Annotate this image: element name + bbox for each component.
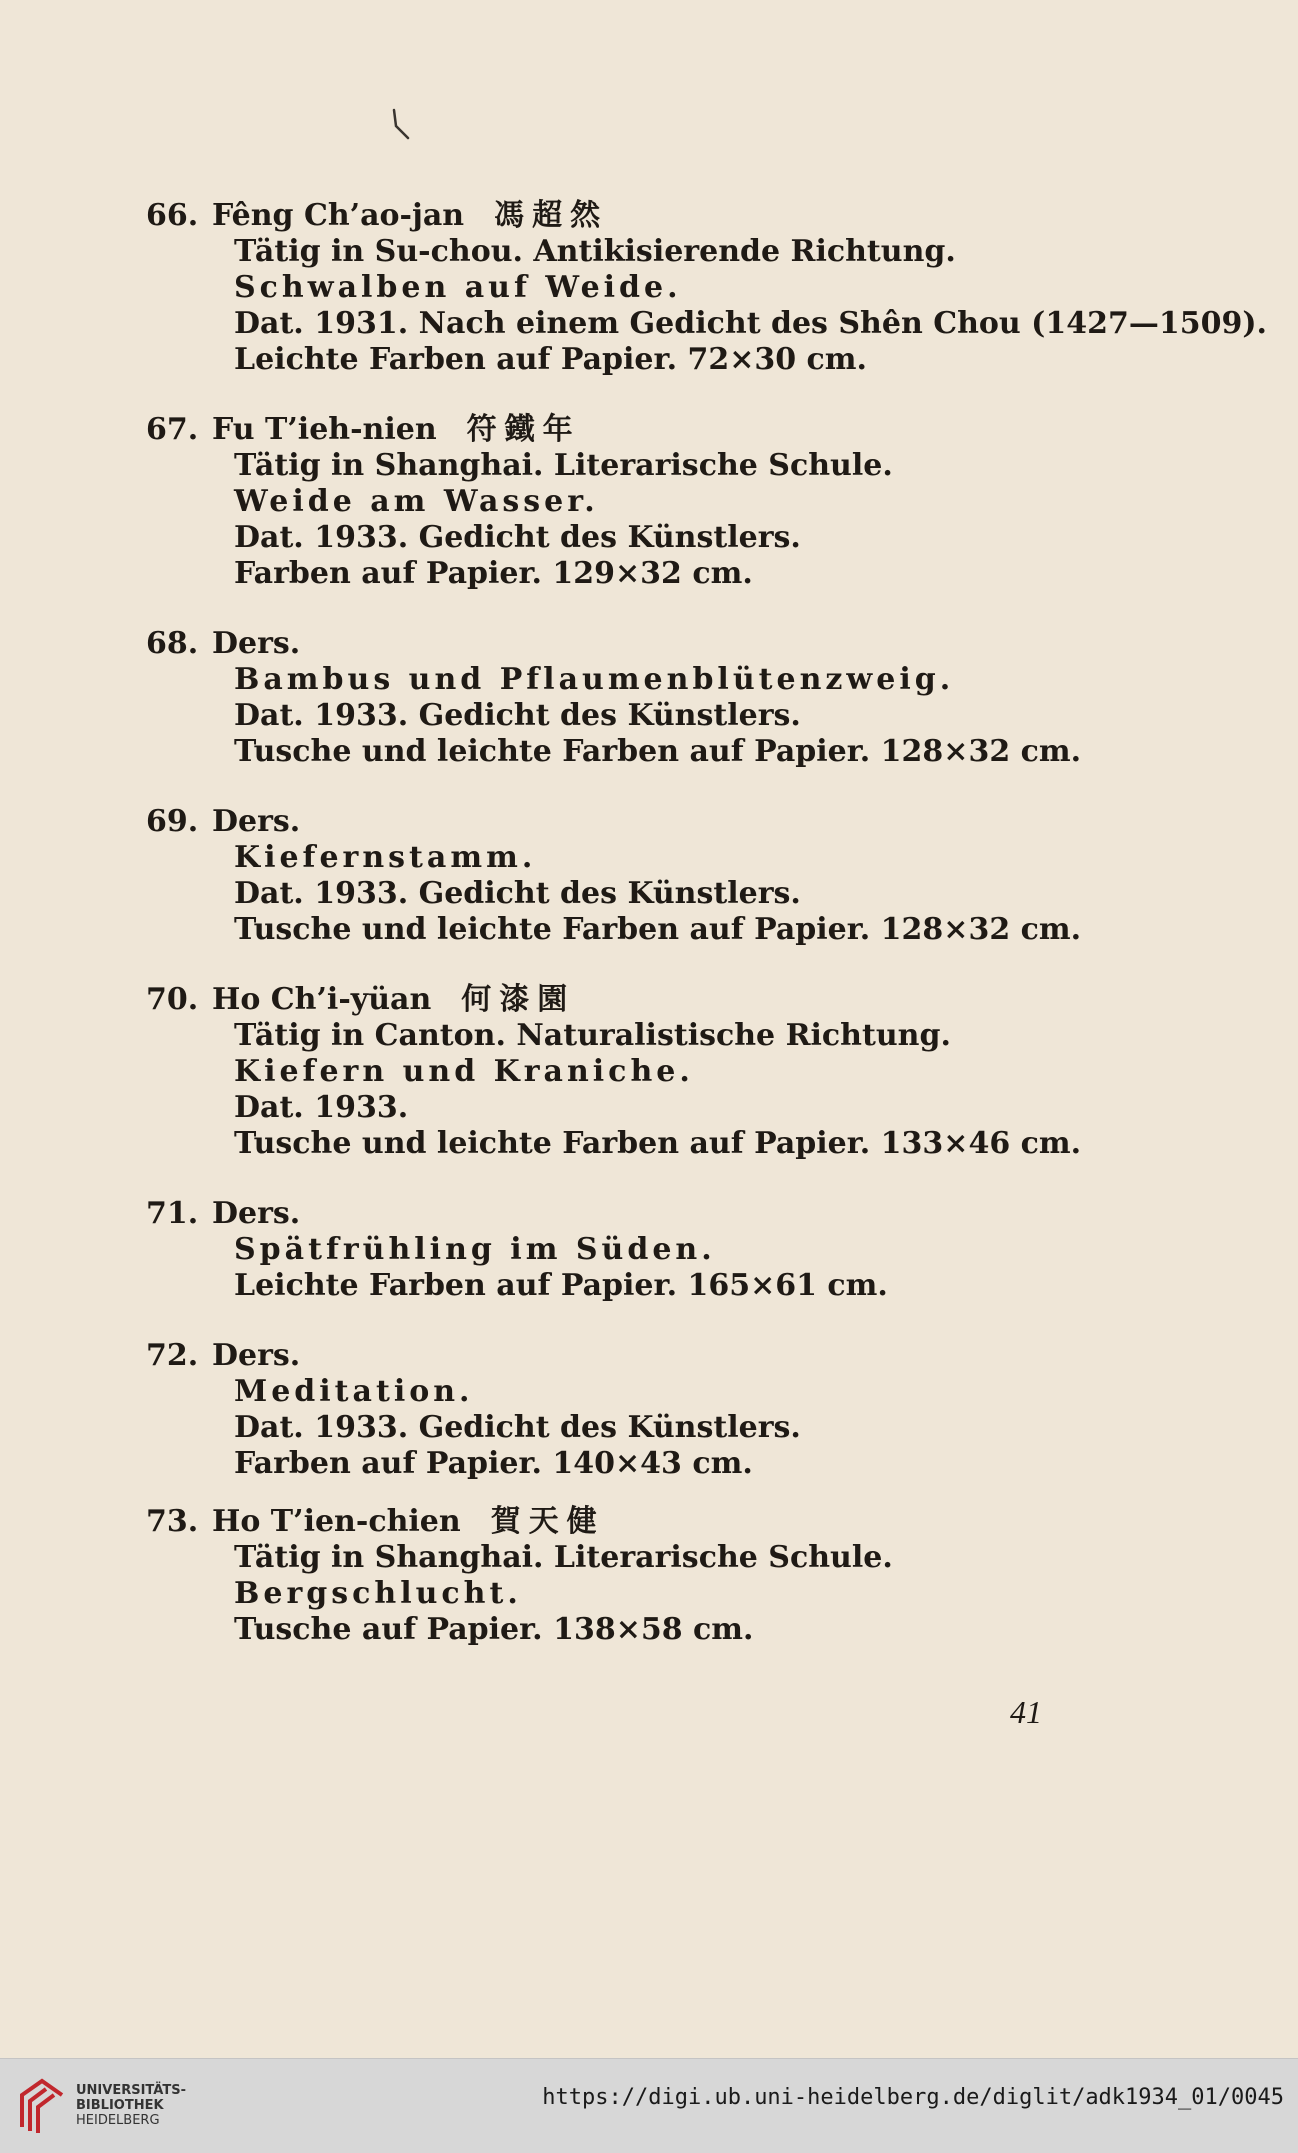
artist-name-chinese: 何漆園 xyxy=(461,982,576,1017)
entry-detail-line: Farben auf Papier. 129×32 cm. xyxy=(234,556,753,591)
artist-name-chinese: 馮超然 xyxy=(494,198,609,233)
catalogue-entry xyxy=(146,1338,1106,1482)
entry-detail-line: Dat. 1933. xyxy=(234,1090,409,1125)
entry-detail-line: Tusche und leichte Farben auf Papier. 128×32 cm. xyxy=(234,912,1082,947)
catalogue-entry xyxy=(146,982,1106,1162)
pencil-mark-icon xyxy=(390,108,412,142)
entry-detail-line: Tusche und leichte Farben auf Papier. 128×32 cm. xyxy=(234,734,1082,769)
ub-heidelberg-logo-icon[interactable] xyxy=(14,2075,70,2137)
artist-name-chinese: 賀天健 xyxy=(490,1504,605,1539)
library-line: UNIVERSITÄTS- xyxy=(76,2083,186,2098)
artwork-title: Meditation. xyxy=(234,1374,474,1409)
entry-detail-line: Dat. 1933. Gedicht des Künstlers. xyxy=(234,1410,801,1445)
entry-detail-line: Tusche auf Papier. 138×58 cm. xyxy=(234,1612,754,1647)
entry-heading xyxy=(146,198,1106,234)
artwork-title: Bergschlucht. xyxy=(234,1576,522,1611)
entry-number: 71. xyxy=(146,1196,199,1231)
entry-detail-line: Dat. 1933. Gedicht des Künstlers. xyxy=(234,520,801,555)
artwork-title: Bambus und Pflaumenblütenzweig. xyxy=(234,662,955,697)
library-line: BIBLIOTHEK xyxy=(76,2098,164,2113)
artist-name: Ho Ch’i-yüan xyxy=(212,982,432,1017)
entry-detail-line: Leichte Farben auf Papier. 165×61 cm. xyxy=(234,1268,888,1303)
entry-heading xyxy=(146,412,1106,448)
artwork-title: Weide am Wasser. xyxy=(234,484,599,519)
entry-number: 67. xyxy=(146,412,199,447)
entry-detail-line: Tätig in Canton. Naturalistische Richtung. xyxy=(234,1018,951,1053)
entry-heading xyxy=(146,626,1106,662)
artwork-title: Kiefernstamm. xyxy=(234,840,537,875)
entry-detail-line: Dat. 1933. Gedicht des Künstlers. xyxy=(234,698,801,733)
artwork-title: Kiefern und Kraniche. xyxy=(234,1054,694,1089)
catalogue-entry xyxy=(146,198,1267,378)
artist-name: Ders. xyxy=(212,1338,301,1373)
entry-heading xyxy=(146,1338,1106,1374)
permalink-url[interactable]: https://digi.ub.uni-heidelberg.de/diglit/adk1934_01/0045 xyxy=(542,2085,1284,2110)
library-line: HEIDELBERG xyxy=(76,2113,160,2128)
artist-name: Ho T’ien-chien xyxy=(212,1504,461,1539)
entry-number: 66. xyxy=(146,198,199,233)
page-number: 41 xyxy=(1010,1694,1042,1730)
entry-detail-line: Tusche und leichte Farben auf Papier. 133×46 cm. xyxy=(234,1126,1082,1161)
entry-detail-line: Dat. 1931. Nach einem Gedicht des Shên Chou (1427—1509). xyxy=(234,306,1267,341)
artist-name-chinese: 符鐵年 xyxy=(466,412,581,447)
catalogue-entry xyxy=(146,412,1106,592)
entry-number: 70. xyxy=(146,982,199,1017)
artwork-title: Spätfrühling im Süden. xyxy=(234,1232,716,1267)
library-name xyxy=(76,2083,186,2128)
artist-name: Fu T’ieh-nien xyxy=(212,412,437,447)
artist-name: Ders. xyxy=(212,1196,301,1231)
entry-heading xyxy=(146,1196,1106,1232)
catalogue-entry xyxy=(146,1196,1106,1304)
catalogue-entry xyxy=(146,1504,1106,1648)
entry-detail-line: Tätig in Shanghai. Literarische Schule. xyxy=(234,1540,893,1575)
entry-detail-line: Tätig in Shanghai. Literarische Schule. xyxy=(234,448,893,483)
artist-name: Ders. xyxy=(212,804,301,839)
catalogue-entry xyxy=(146,626,1106,770)
catalogue-entries xyxy=(146,198,1267,1648)
entry-detail-line: Leichte Farben auf Papier. 72×30 cm. xyxy=(234,342,867,377)
viewer-footer xyxy=(0,2058,1298,2153)
entry-heading xyxy=(146,804,1106,840)
artwork-title: Schwalben auf Weide. xyxy=(234,270,682,305)
entry-detail-line: Dat. 1933. Gedicht des Künstlers. xyxy=(234,876,801,911)
catalogue-entry xyxy=(146,804,1106,948)
entry-detail-line: Farben auf Papier. 140×43 cm. xyxy=(234,1446,753,1481)
entry-number: 69. xyxy=(146,804,199,839)
artist-name: Ders. xyxy=(212,626,301,661)
entry-number: 73. xyxy=(146,1504,199,1539)
entry-number: 72. xyxy=(146,1338,199,1373)
entry-number: 68. xyxy=(146,626,199,661)
artist-name: Fêng Ch’ao-jan xyxy=(212,198,465,233)
entry-heading xyxy=(146,982,1106,1018)
entry-detail-line: Tätig in Su-chou. Antikisierende Richtung. xyxy=(234,234,956,269)
entry-heading xyxy=(146,1504,1106,1540)
